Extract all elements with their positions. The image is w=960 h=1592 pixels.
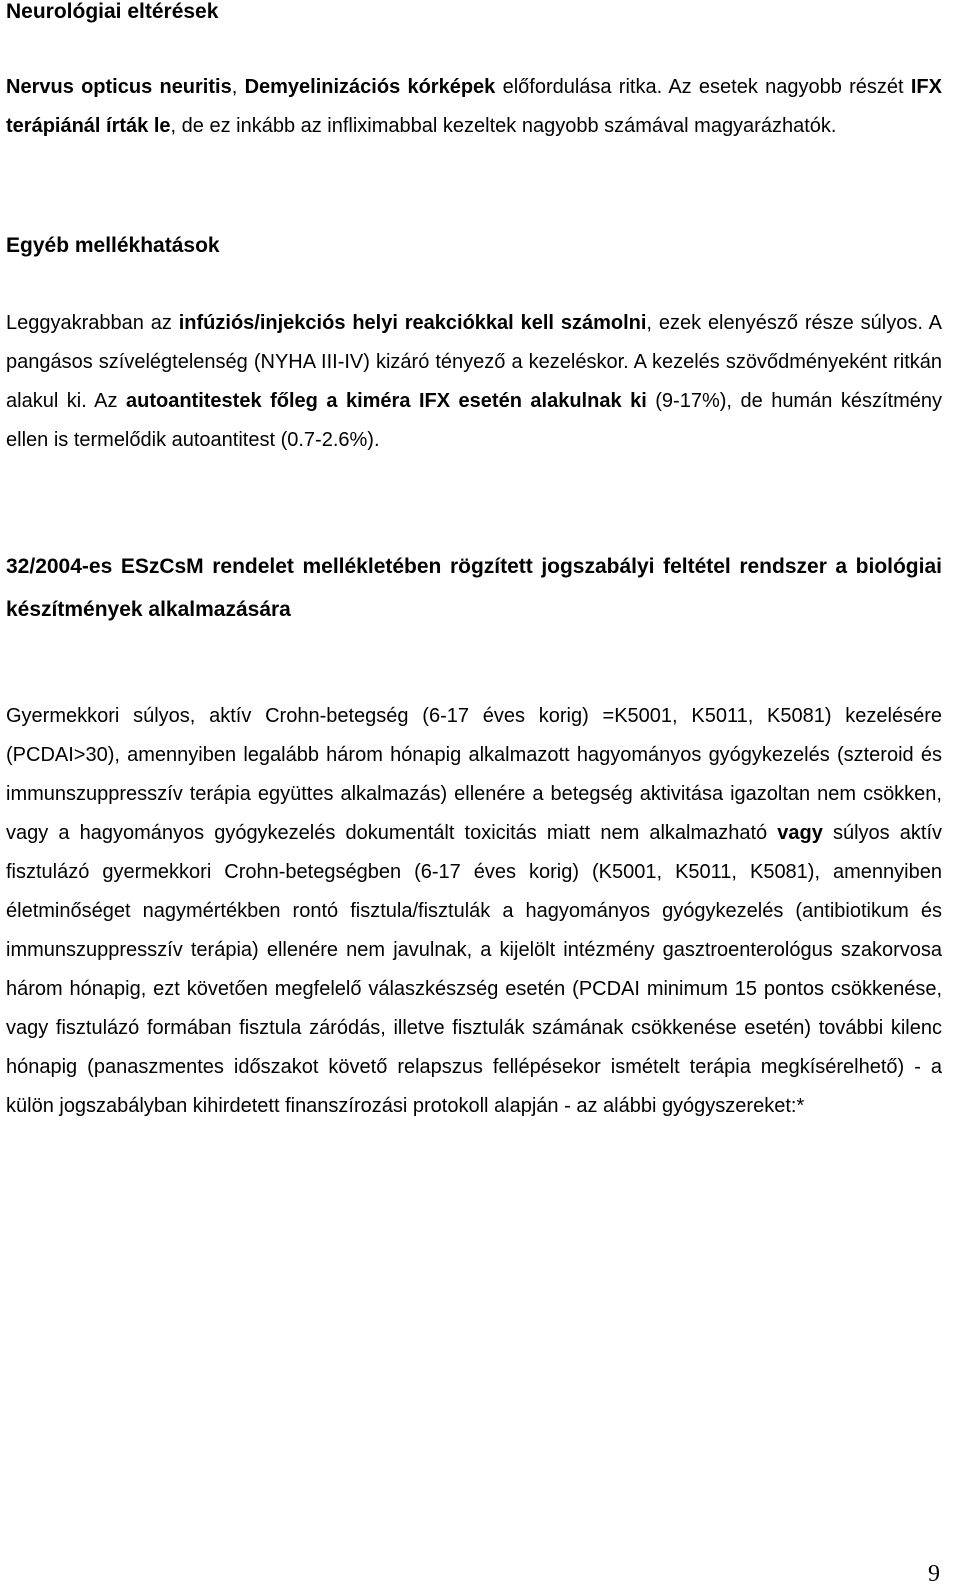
section-title-regulation: 32/2004-es ESzCsM rendelet mellékletében rögzített jogszabályi feltétel rendszer a biológiai készítmények alkalmazására [6,555,942,621]
bold-optic-neuritis: Nervus opticus neuritis [6,76,232,98]
page-number: 9 [928,1561,940,1587]
paragraph-neurological [6,68,942,146]
paragraph-other-side-effects [6,304,942,460]
text-fragment: Gyermekkori súlyos, aktív Crohn-betegség (6-17 éves korig) =K5001, K5011, K5081) kezelésére (PCDAI>30), amennyiben legalább három hónapig alkalmazott hagyományos gyógykezelés (szteroid és immunszuppresszív terápia együttes alkalmazás) ellenére a betegség aktivitása igazoltan nem csökken, vagy a hagyományos gyógykezelés dokumentált toxicitás miatt nem alkalmazható [6,705,942,844]
paragraph-regulation [6,697,942,1126]
bold-demyelination: Demyelinizációs kórképek [244,76,496,98]
text-fragment: , [231,76,245,98]
text-fragment: (9-17%), de humán készítmény ellen is termelődik autoantitest (0.7-2.6%). [6,389,942,451]
bold-infusion-reactions: infúziós/injekciós helyi reakciókkal kell számolni [178,312,647,334]
bold-autoantibodies: autoantitestek főleg a kiméra IFX esetén alakulnak ki [125,389,647,412]
text-fragment: előfordulása ritka. Az esetek nagyobb részét [495,76,911,98]
section-heading-neurological: Neurológiai eltérések [6,0,219,23]
bold-vagy: vagy [777,822,823,844]
text-fragment: Leggyakrabban az [6,312,179,334]
bold-ifx-therapy: IFX terápiánál írták le [6,76,942,137]
section-heading-other-side-effects: Egyéb mellékhatások [6,234,220,257]
text-fragment: , ezek elenyésző része súlyos. A pangásos szívelégtelenség (NYHA III-IV) kizáró tényező a kezeléskor. A kezelés szövődményeként ritkán alakul ki. Az [6,312,942,412]
text-fragment: , de ez inkább az infliximabbal kezeltek nagyobb számával magyarázhatók. [170,115,837,137]
text-fragment: súlyos aktív fisztulázó gyermekkori Crohn-betegségben (6-17 éves korig) (K5001, K5011, K5081), amennyiben életminőséget nagymértékben rontó fisztula/fisztulák a hagyományos gyógykezelés (antibiotikum és immunszuppresszív terápia) ellenére nem javulnak, a kijelölt intézmény gasztroenterológus szakorvosa három hónapig, ezt követően megfelelő válaszkészség esetén (PCDAI minimum 15 pontos csökkenése, vagy fisztulázó formában fisztula záródás, illetve fisztulák számának csökkenése esetén) további kilenc hónapig (panaszmentes időszakot követő relapszus fellépésekor ismételt terápia megkísérelhető) - a külön jogszabályban kihirdetett finanszírozási protokoll alapján - az alábbi gyógyszereket:* [6,822,943,1117]
